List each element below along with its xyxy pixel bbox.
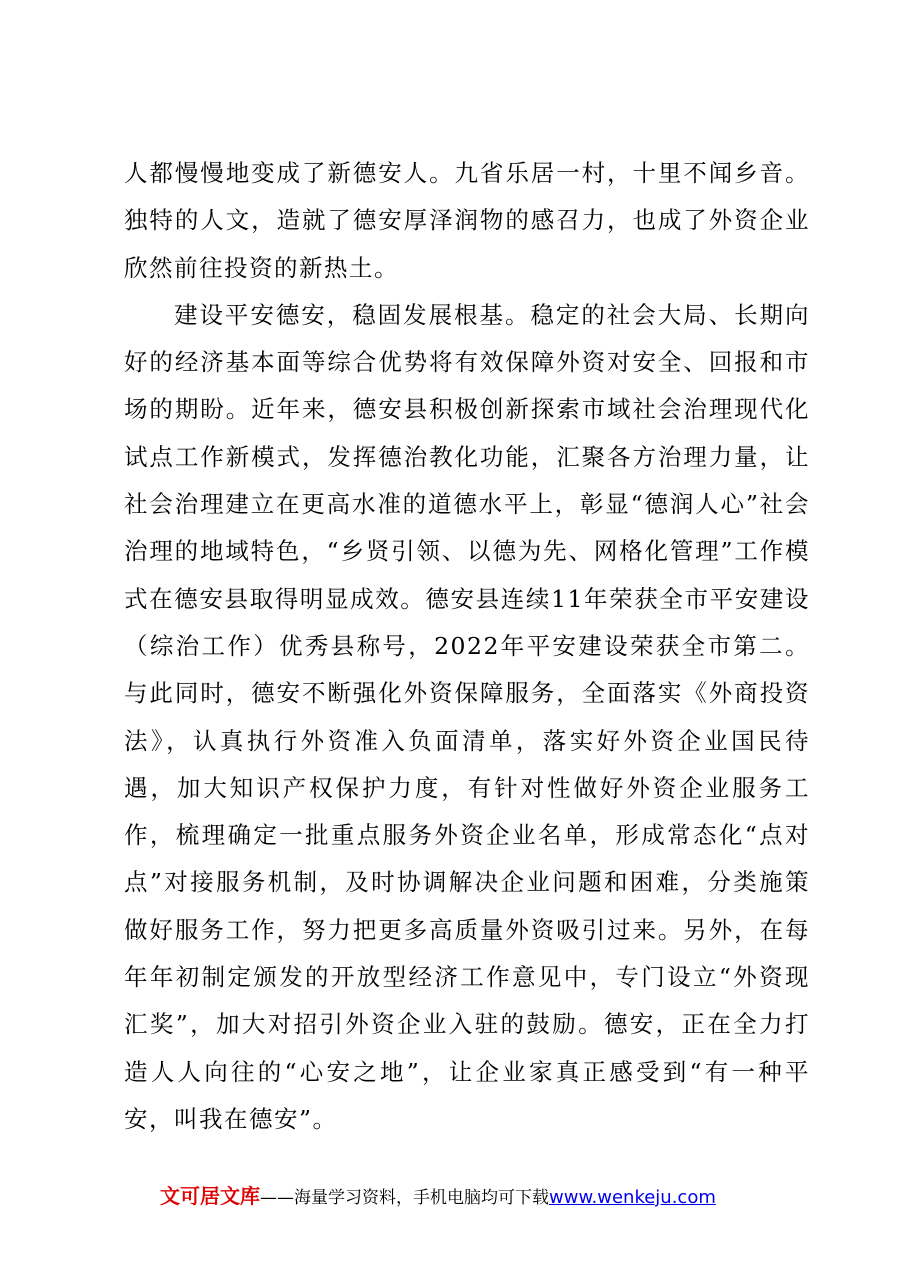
footer-brand: 文可居文库 [160, 1184, 260, 1208]
paragraph-safe-dean: 建设平安德安，稳固发展根基。稳定的社会大局、长期向好的经济基本面等综合优势将有效保障外资对安全、回报和市场的期盼。近年来，德安县积极创新探索市域社会治理现代化试点工作新模式，发挥德治教化功能，汇聚各方治理力量，让社会治理建立在更高水准的道德水平上，彰显“德润人心”社会治理的地域特色，“乡贤引领、以德为先、网格化管理”工作模式在德安县取得明显成效。德安县连续11年荣获全市平安建设（综治工作）优秀县称号，2022年平安建设荣获全市第二。与此同时，德安不断强化外资保障服务，全面落实《外商投资法》，认真执行外资准入负面清单，落实好外资企业国民待遇，加大知识产权保护力度，有针对性做好外资企业服务工作，梳理确定一批重点服务外资企业名单，形成常态化“点对点”对接服务机制，及时协调解决企业问题和困难，分类施策做好服务工作，努力把更多高质量外资吸引过来。另外，在每年年初制定颁发的开放型经济工作意见中，专门设立“外资现汇奖”，加大对招引外资企业入驻的鼓励。德安，正在全力打造人人向往的“心安之地”，让企业家真正感受到“有一种平安，叫我在德安”。 [124, 300, 810, 1133]
paragraph-continued: 人都慢慢地变成了新德安人。九省乐居一村，十里不闻乡音。独特的人文，造就了德安厚泽润物的感召力，也成了外资企业欣然前往投资的新热土。 [124, 159, 810, 282]
footer-tagline: ——海量学习资料，手机电脑均可下载 [260, 1188, 549, 1208]
footer-banner [160, 1180, 860, 1212]
document-body [124, 150, 810, 1143]
footer-website-link[interactable]: www.wenkeju.com [549, 1187, 716, 1208]
